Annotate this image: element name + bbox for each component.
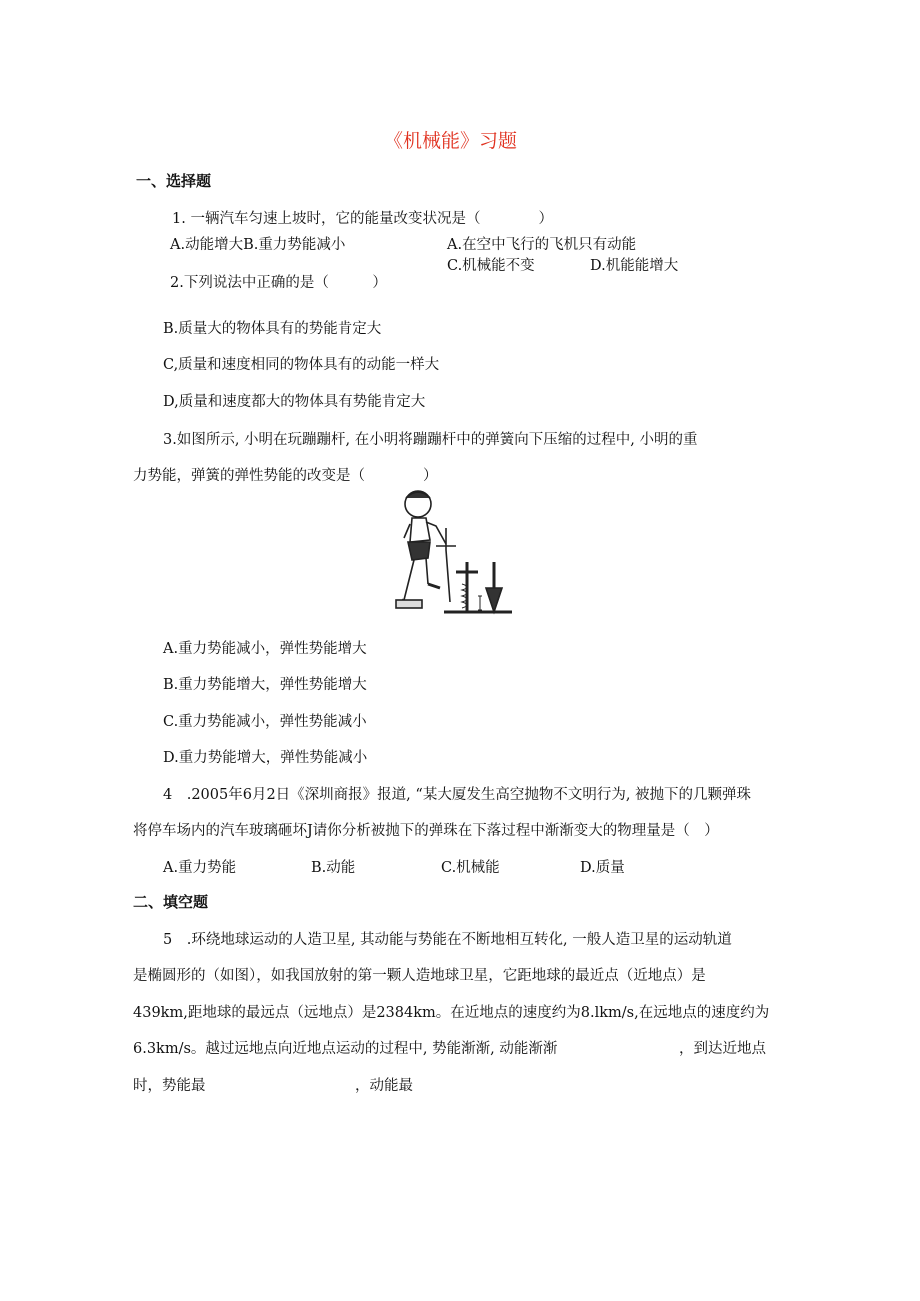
page-title: 《机械能》习题 — [384, 130, 518, 152]
q5-line1: 5 .环绕地球运动的人造卫星, 其动能与势能在不断地相互转化, 一般人造卫星的运动轨道 — [163, 932, 732, 948]
q1-options-left: A.动能增大B.重力势能减小 — [170, 237, 346, 253]
q4-option-a: A.重力势能 — [163, 860, 237, 876]
q3-option-d: D.重力势能增大，弹性势能减小 — [163, 750, 368, 766]
pogo-stick-figure — [390, 488, 518, 622]
q1-stem: 1. 一辆汽车匀速上坡时，它的能量改变状况是（ ） — [172, 211, 553, 227]
section-heading-choice: 一、选择题 — [136, 172, 212, 190]
q3-option-b: B.重力势能增大，弹性势能增大 — [163, 677, 367, 693]
q5-line3: 439km,距地球的最远点（远地点）是2384km。在近地点的速度约为8.lkm/s,在远地点的速度约为 — [133, 1005, 770, 1021]
q3-line2: 力势能，弹簧的弹性势能的改变是（ ） — [133, 468, 438, 484]
pogo-stick-illustration — [390, 488, 518, 622]
q1-option-right-a: A.在空中飞行的飞机只有动能 — [447, 237, 637, 253]
q1-option-d: D.机能能增大 — [590, 258, 679, 274]
q4-option-d: D.质量 — [580, 860, 625, 876]
q5-line5-start: 时，势能最 — [133, 1078, 206, 1094]
q5-line4-start: 6.3km/s。越过远地点向近地点运动的过程中, 势能渐渐, 动能渐渐 — [133, 1041, 558, 1057]
q2-option-b: B.质量大的物体具有的势能肯定大 — [163, 321, 382, 337]
q4-line2: 将停车场内的汽车玻璃砸坏J请你分析被抛下的弹珠在下落过程中渐渐变大的物理量是（ ） — [133, 823, 719, 839]
q2-option-c: C,质量和速度相同的物体具有的动能一样大 — [163, 357, 440, 373]
q2-stem: 2.下列说法中正确的是（ ） — [170, 275, 387, 291]
q1-option-c: C.机械能不变 — [447, 258, 535, 274]
q3-option-a: A.重力势能减小，弹性势能增大 — [163, 641, 367, 657]
q4-option-c: C.机械能 — [441, 860, 500, 876]
q4-option-b: B.动能 — [311, 860, 356, 876]
q3-line1: 3.如图所示, 小明在玩蹦蹦杆, 在小明将蹦蹦杆中的弹簧向下压缩的过程中, 小明的重 — [163, 432, 698, 448]
q4-line1: 4 .2005年6月2日《深圳商报》报道, “某大厦发生高空抛物不文明行为, 被抛下的几颗弹珠 — [163, 787, 752, 803]
q5-line5-end: ，动能最 — [355, 1078, 413, 1094]
q2-option-d: D,质量和速度都大的物体具有势能肯定大 — [163, 394, 426, 410]
q5-line4-end: ，到达近地点 — [679, 1041, 766, 1057]
q5-line2: 是椭圆形的（如图），如我国放射的第一颗人造地球卫星，它距地球的最近点（近地点）是 — [133, 968, 706, 984]
q3-option-c: C.重力势能减小，弹性势能减小 — [163, 714, 367, 730]
section-heading-fill: 二、填空题 — [133, 893, 209, 911]
